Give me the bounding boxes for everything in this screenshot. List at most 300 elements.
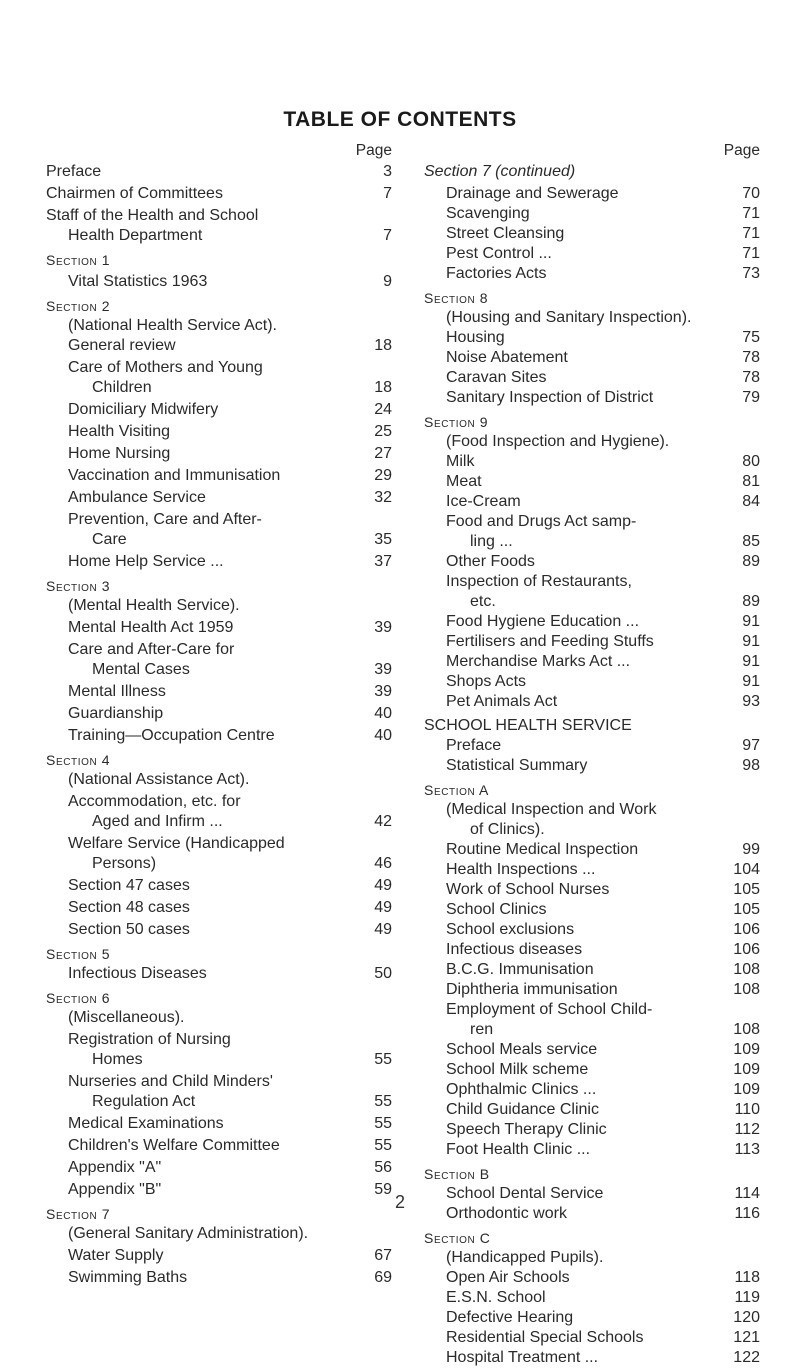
toc-entry [424,1000,760,1020]
toc-entry-title: Nurseries and Child Minders' [68,1073,273,1090]
toc-section-heading [424,162,760,182]
toc-entry-title: (Miscellaneous). [68,1009,185,1026]
toc-entry-page: 27 [374,445,392,462]
toc-entry [46,530,392,550]
toc-entry-page: 50 [374,965,392,982]
toc-entry-page: 109 [733,1081,760,1098]
toc-entry-title: Home Help Service ... [68,553,224,570]
toc-entry-page: 98 [742,757,760,774]
toc-entry-title: School exclusions [446,921,575,938]
toc-entry-page: 106 [733,921,760,938]
toc-entry [424,736,760,756]
toc-entry [46,1030,392,1050]
toc-entry-title: Statistical Summary [446,757,588,774]
toc-entry-title: (Food Inspection and Hygiene). [446,433,670,450]
toc-entry-page: 99 [742,841,760,858]
toc-entry-page: 32 [374,489,392,506]
toc-entry [424,204,760,224]
toc-entry [424,1308,760,1328]
toc-entry-title: Mental Health Act 1959 [68,619,234,636]
toc-entry [424,980,760,1000]
toc-entry-page: 122 [733,1349,760,1366]
toc-entry [46,812,392,832]
toc-entry [424,820,760,840]
toc-entry-page: 49 [374,877,392,894]
toc-entry-title: Ice-Cream [446,493,521,510]
toc-entry-title: Section 6 [46,990,111,1006]
toc-entry [46,422,392,442]
toc-section-heading [46,576,392,596]
toc-entry-title: Merchandise Marks Act ... [446,653,631,670]
page-column-header: Page [723,142,760,159]
toc-entry [424,1328,760,1348]
toc-entry [46,206,392,226]
toc-entry [46,1268,392,1288]
toc-entry-title: Meat [446,473,482,490]
toc-entry-page: 56 [374,1159,392,1176]
toc-entry [46,1114,392,1134]
toc-entry-title: SCHOOL HEALTH SERVICE [424,717,632,734]
page-title: TABLE OF CONTENTS [283,108,517,131]
toc-entry-title: Open Air Schools [446,1269,570,1286]
toc-entry [46,552,392,572]
toc-entry-page: 55 [374,1115,392,1132]
toc-entry-title: School Clinics [446,901,547,918]
toc-entry-title: Welfare Service (Handicapped [68,835,285,852]
toc-entry [46,162,392,182]
toc-entry [424,592,760,612]
toc-entry-page: 78 [742,349,760,366]
toc-entry-title: Housing [446,329,505,346]
toc-entry-page: 71 [742,225,760,242]
toc-entry-title: Diphtheria immunisation [446,981,618,998]
toc-entry-page: 37 [374,553,392,570]
toc-entry [424,532,760,552]
toc-section-heading [424,1164,760,1184]
toc-entry-page: 75 [742,329,760,346]
toc-entries [46,162,392,1288]
toc-entry-page: 113 [734,1141,760,1158]
toc-entry-title: Section C [424,1230,491,1246]
toc-entry [46,358,392,378]
toc-entry [424,264,760,284]
toc-entry-page: 79 [742,389,760,406]
toc-entry-title: Guardianship [68,705,164,722]
toc-entry-title: Food and Drugs Act samp- [446,513,637,530]
toc-entry-title: ren [470,1021,494,1038]
toc-entry [424,1248,760,1268]
toc-entry [424,1040,760,1060]
toc-entry-title: (Medical Inspection and Work [446,801,657,818]
toc-entry [424,1140,760,1160]
toc-entry-page: 105 [733,881,760,898]
toc-entry-title: Section 50 cases [68,921,190,938]
toc-entry-page: 91 [742,613,760,630]
toc-entry-page: 108 [733,1021,760,1038]
toc-entry-page: 108 [733,981,760,998]
toc-entry-title: Section 7 [46,1206,111,1222]
toc-entry [46,834,392,854]
toc-entry-title: Pest Control ... [446,245,552,262]
toc-entry-page: 18 [374,379,392,396]
toc-entry-title: Mental Cases [92,661,190,678]
toc-entry-page: 73 [742,265,760,282]
toc-entry-title: Defective Hearing [446,1309,574,1326]
toc-entry [424,308,760,328]
toc-entry [424,1080,760,1100]
toc-entry [424,756,760,776]
toc-entry-page: 71 [742,205,760,222]
toc-entry-title: Fertilisers and Feeding Stuffs [446,633,654,650]
toc-entry [46,704,392,724]
toc-entry [424,244,760,264]
toc-entry-page: 49 [374,899,392,916]
toc-entry [46,1246,392,1266]
toc-entry-page: 46 [374,855,392,872]
toc-entry-page: 120 [733,1309,760,1326]
toc-entry-title: School Meals service [446,1041,598,1058]
toc-left-column [46,142,392,1288]
toc-entry-title: Scavenging [446,205,530,222]
toc-section-heading [46,988,392,1008]
toc-entry [424,1288,760,1308]
toc-entry-page: 110 [734,1101,760,1118]
toc-entry [424,552,760,572]
toc-entry [424,572,760,592]
toc-entries [424,162,760,1368]
toc-entry-title: Domiciliary Midwifery [68,401,219,418]
toc-entry-title: Employment of School Child- [446,1001,653,1018]
toc-section-heading [424,288,760,308]
toc-entry-page: 70 [742,185,760,202]
toc-entry-title: Routine Medical Inspection [446,841,639,858]
toc-entry-title: Pet Animals Act [446,693,558,710]
toc-entry-page: 55 [374,1093,392,1110]
toc-entry-title: (Handicapped Pupils). [446,1249,604,1266]
toc-entry-title: (National Health Service Act). [68,317,277,334]
toc-entry-title: School Milk scheme [446,1061,589,1078]
toc-entry-page: 67 [374,1247,392,1264]
toc-entry-title: Sanitary Inspection of District [446,389,654,406]
toc-entry-title: Inspection of Restaurants, [446,573,632,590]
toc-entry [424,612,760,632]
toc-entry [424,1120,760,1140]
toc-entry [46,226,392,246]
toc-entry-title: Health Inspections ... [446,861,596,878]
toc-entry-page: 39 [374,619,392,636]
toc-entry [424,940,760,960]
toc-entry-title: Chairmen of Committees [46,185,223,202]
toc-entry-title: Ambulance Service [68,489,206,506]
toc-entry-title: Care of Mothers and Young [68,359,263,376]
toc-entry-page: 59 [374,1181,392,1198]
toc-entry-title: Section 9 [424,414,489,430]
toc-entry-title: Section 48 cases [68,899,190,916]
toc-entry-title: Aged and Infirm ... [92,813,223,830]
toc-entry [46,770,392,790]
toc-entry-title: Shops Acts [446,673,527,690]
toc-entry-title: Preface [446,737,502,754]
toc-entry-page: 7 [383,227,392,244]
toc-entry-page: 84 [742,493,760,510]
toc-entry [424,920,760,940]
toc-entry-page: 40 [374,705,392,722]
toc-entry-page: 114 [734,1185,760,1202]
toc-entry-page: 85 [742,533,760,550]
toc-entry-page: 25 [374,423,392,440]
toc-entry [46,272,392,292]
page-number: 2 [394,1192,405,1212]
toc-entry-title: School Dental Service [446,1185,604,1202]
toc-entry [424,716,760,736]
toc-entry-title: Homes [92,1051,143,1068]
toc-entry-title: Other Foods [446,553,535,570]
toc-entry-page: 91 [742,633,760,650]
toc-entry-title: Prevention, Care and After- [68,511,262,528]
toc-entry-title: Section 7 (continued) [424,163,576,180]
toc-entry-title: Preface [46,163,102,180]
toc-entry-title: Speech Therapy Clinic [446,1121,607,1138]
toc-entry-title: Orthodontic work [446,1205,567,1222]
toc-entry-title: Health Department [68,227,203,244]
toc-entry [46,898,392,918]
toc-section-heading [424,780,760,800]
toc-entry-title: Regulation Act [92,1093,196,1110]
toc-entry-page: 55 [374,1051,392,1068]
toc-entry [424,1268,760,1288]
toc-entry-title: Section 47 cases [68,877,190,894]
toc-entry [46,596,392,616]
toc-entry [46,488,392,508]
toc-entry-page: 121 [733,1329,760,1346]
toc-entry [46,1158,392,1178]
toc-section-heading [46,750,392,770]
toc-entry-page: 109 [733,1041,760,1058]
toc-entry-page: 42 [374,813,392,830]
toc-entry-page: 18 [374,337,392,354]
toc-entry-title: Factories Acts [446,265,547,282]
toc-section-heading [424,412,760,432]
toc-entry [424,800,760,820]
toc-entry-page: 78 [742,369,760,386]
toc-entry [424,224,760,244]
toc-entry [46,444,392,464]
toc-entry-page: 89 [742,593,760,610]
toc-entry-title: Milk [446,453,475,470]
toc-entry-title: Section B [424,1166,490,1182]
toc-entry [46,920,392,940]
toc-entry-title: Residential Special Schools [446,1329,644,1346]
toc-entry-page: 104 [733,861,760,878]
toc-entry-title: Section 1 [46,252,111,268]
toc-entry [46,466,392,486]
toc-entry-title: Hospital Treatment ... [446,1349,599,1366]
toc-entry-title: E.S.N. School [446,1289,546,1306]
toc-entry [46,792,392,812]
toc-entry-title: Noise Abatement [446,349,568,366]
toc-entry-title: Training—Occupation Centre [68,727,275,744]
toc-entry [424,348,760,368]
toc-entry [46,316,392,336]
toc-entry [46,1008,392,1028]
toc-entry-title: ling ... [470,533,513,550]
toc-entry-title: Section 2 [46,298,111,314]
toc-entry-page: 24 [374,401,392,418]
toc-section-heading [46,944,392,964]
toc-section-heading [46,296,392,316]
toc-entry-title: Registration of Nursing [68,1031,231,1048]
toc-entry-page: 3 [383,163,392,180]
toc-entry-title: Section A [424,782,489,798]
toc-entry-title: Work of School Nurses [446,881,610,898]
toc-entry-title: Water Supply [68,1247,164,1264]
toc-entry-title: Mental Illness [68,683,166,700]
toc-entry-page: 29 [374,467,392,484]
toc-entry-title: Child Guidance Clinic [446,1101,599,1118]
toc-entry-title: Infectious Diseases [68,965,207,982]
toc-entry-title: Appendix "A" [68,1159,162,1176]
toc-entry-title: etc. [470,593,496,610]
toc-entry-title: Care and After-Care for [68,641,235,658]
toc-entry [424,1020,760,1040]
toc-entry [424,432,760,452]
toc-entry-title: Children [92,379,152,396]
toc-entry [46,336,392,356]
toc-entry-page: 106 [733,941,760,958]
toc-entry-title: Care [92,531,127,548]
toc-entry-title: Vital Statistics 1963 [68,273,208,290]
toc-entry-page: 80 [742,453,760,470]
toc-entry [46,964,392,984]
toc-entry-title: Health Visiting [68,423,170,440]
toc-entry [424,1100,760,1120]
toc-entry-page: 89 [742,553,760,570]
toc-entry-title: Appendix "B" [68,1181,162,1198]
toc-entry-page: 108 [733,961,760,978]
toc-entry [424,492,760,512]
toc-entry-title: Persons) [92,855,157,872]
toc-entry-page: 109 [733,1061,760,1078]
toc-entry [424,368,760,388]
toc-entry-title: Ophthalmic Clinics ... [446,1081,597,1098]
toc-section-heading [424,1228,760,1248]
toc-entry [46,184,392,204]
toc-entry-title: Section 4 [46,752,111,768]
toc-entry-page: 69 [374,1269,392,1286]
toc-entry-title: Staff of the Health and School [46,207,259,224]
toc-entry-page: 119 [734,1289,760,1306]
toc-entry [46,618,392,638]
toc-entry-page: 35 [374,531,392,548]
toc-entry-page: 91 [742,673,760,690]
toc-entry [46,876,392,896]
toc-entry [424,184,760,204]
toc-entry-title: (Mental Health Service). [68,597,240,614]
toc-entry [424,672,760,692]
toc-entry [46,1092,392,1112]
toc-entry-title: Food Hygiene Education ... [446,613,640,630]
toc-entry [424,900,760,920]
toc-entry [46,400,392,420]
toc-entry [424,1348,760,1368]
toc-entry-title: Infectious diseases [446,941,583,958]
toc-entry-title: Foot Health Clinic ... [446,1141,591,1158]
toc-entry [424,840,760,860]
toc-entry-page: 39 [374,683,392,700]
toc-entry-title: Section 8 [424,290,489,306]
toc-entry-title: Vaccination and Immunisation [68,467,281,484]
toc-entry-page: 112 [734,1121,760,1138]
toc-entry-title: Children's Welfare Committee [68,1137,280,1154]
toc-entry-title: Section 5 [46,946,111,962]
toc-entry [424,960,760,980]
toc-entry-page: 116 [734,1205,760,1222]
toc-entry [46,726,392,746]
toc-entry-page: 55 [374,1137,392,1154]
toc-entry [424,512,760,532]
toc-entry-page: 118 [734,1269,760,1286]
toc-entry-page: 97 [742,737,760,754]
toc-entry [424,880,760,900]
toc-entry-page: 105 [733,901,760,918]
toc-entry-page: 71 [742,245,760,262]
toc-entry [46,510,392,530]
toc-entry [46,1050,392,1070]
toc-entry [46,682,392,702]
toc-entry [424,1060,760,1080]
toc-section-heading [46,250,392,270]
toc-entry-title: Section 3 [46,578,111,594]
toc-entry [424,388,760,408]
toc-entry [424,692,760,712]
toc-entry-title: Street Cleansing [446,225,565,242]
toc-entry [424,472,760,492]
toc-entry-page: 9 [383,273,392,290]
toc-entry-page: 39 [374,661,392,678]
toc-entry [424,652,760,672]
toc-entry [46,1224,392,1244]
toc-entry-title: B.C.G. Immunisation [446,961,594,978]
toc-entry-page: 93 [742,693,760,710]
toc-entry-title: General review [68,337,176,354]
toc-entry [424,328,760,348]
toc-entry [46,660,392,680]
toc-entry-page: 81 [742,473,760,490]
toc-entry [46,640,392,660]
toc-entry-title: (General Sanitary Administration). [68,1225,309,1242]
toc-entry-title: of Clinics). [470,821,545,838]
toc-entry [46,1072,392,1092]
toc-entry-page: 91 [742,653,760,670]
toc-entry-title: (National Assistance Act). [68,771,250,788]
toc-entry [424,452,760,472]
toc-entry [46,854,392,874]
toc-entry-page: 7 [383,185,392,202]
toc-entry-title: (Housing and Sanitary Inspection). [446,309,692,326]
toc-entry [46,1136,392,1156]
toc-entry-page: 40 [374,727,392,744]
toc-entry-title: Accommodation, etc. for [68,793,241,810]
toc-entry [46,378,392,398]
toc-entry [424,860,760,880]
toc-entry-title: Swimming Baths [68,1269,188,1286]
toc-entry-title: Medical Examinations [68,1115,224,1132]
toc-entry-title: Home Nursing [68,445,171,462]
toc-entry-page: 49 [374,921,392,938]
toc-entry-title: Caravan Sites [446,369,547,386]
page-column-header: Page [355,142,392,159]
toc-entry [424,632,760,652]
